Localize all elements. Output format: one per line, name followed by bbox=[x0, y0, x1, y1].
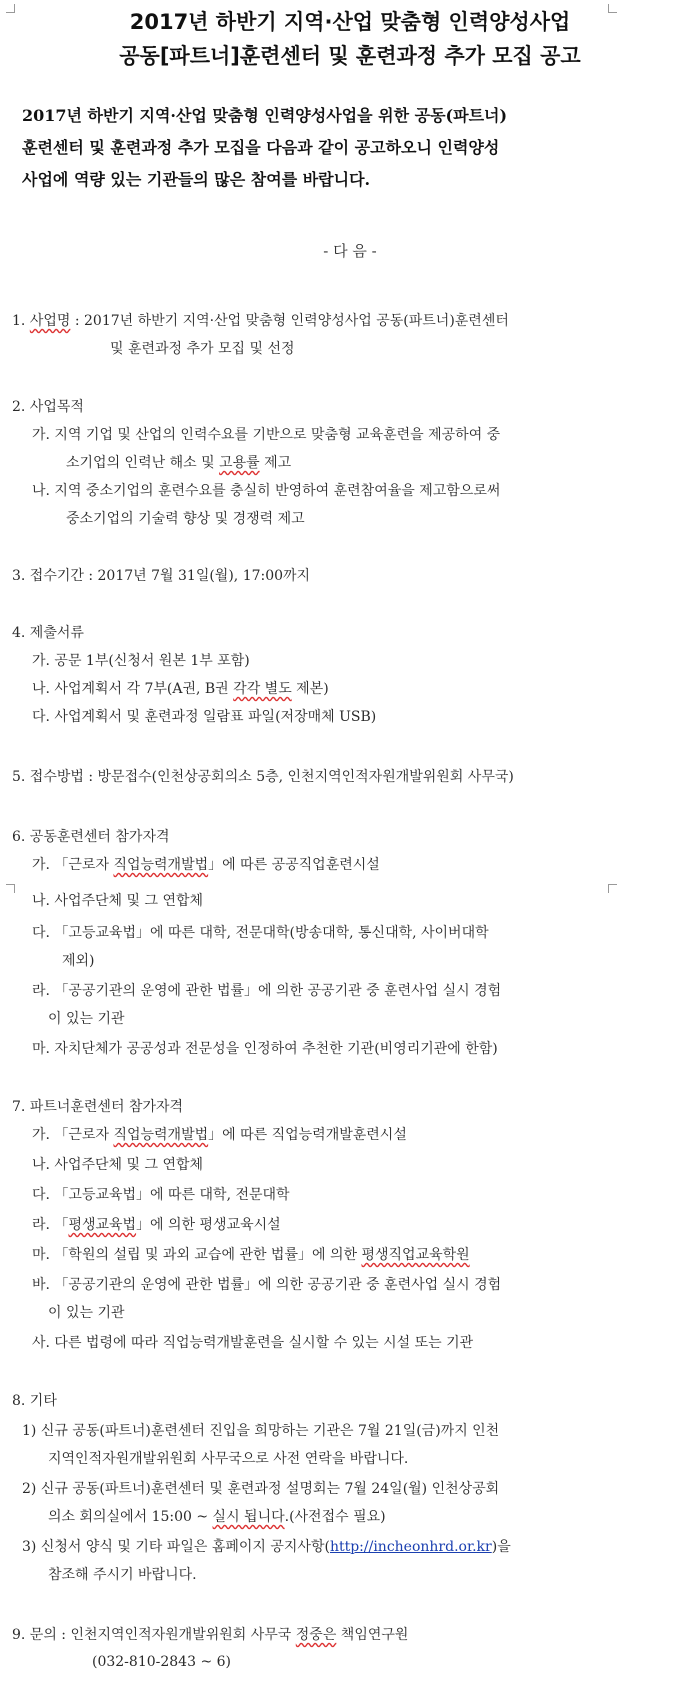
section-9-line bbox=[12, 1624, 408, 1644]
section-1-number: 1. bbox=[12, 313, 30, 329]
section-8-item-1-cont: 지역인적자원개발위원회 사무국으로 사전 연락을 바랍니다. bbox=[48, 1451, 409, 1467]
section-6-item-c-cont: 제외) bbox=[62, 953, 95, 969]
section-7-item-a-text: 가. 「근로자 bbox=[32, 1127, 114, 1143]
section-7-item-b: 나. 사업주단체 및 그 연합체 bbox=[32, 1157, 204, 1173]
section-1-label: 사업명 bbox=[29, 313, 71, 329]
section-7-item-a-term: 직업능력개발법 bbox=[113, 1127, 209, 1143]
section-7-item-e-text: 마. 「학원의 설립 및 과외 교습에 관한 법률」에 의한 bbox=[32, 1247, 362, 1263]
section-6-item-a-text: 가. 「근로자 bbox=[32, 857, 114, 873]
section-8-item-1: 1) 신규 공동(파트너)훈련센터 진입을 희망하는 기관은 7월 21일(금)까지 인천 bbox=[22, 1423, 500, 1439]
employment-rate-term: 고용률 bbox=[219, 455, 260, 471]
section-2-item-b-cont: 중소기업의 기술력 향상 및 경쟁력 제고 bbox=[66, 511, 305, 527]
section-7-heading: 7. 파트너훈련센터 참가자격 bbox=[12, 1099, 184, 1115]
section-8-item-3-text: 3) 신청서 양식 및 기타 파일은 홈페이지 공지사항( bbox=[22, 1539, 330, 1555]
section-3-line: 3. 접수기간 : 2017년 7월 31일(월), 17:00까지 bbox=[12, 568, 311, 584]
section-4-item-b-term: 각각 별도 bbox=[233, 681, 292, 697]
section-9-tail: 책임연구원 bbox=[336, 1627, 409, 1643]
section-4-item-b-tail: 제본) bbox=[291, 681, 329, 697]
section-2-item-a: 가. 지역 기업 및 산업의 인력수요를 기반으로 맞춤형 교육훈련을 제공하여 중 bbox=[32, 427, 501, 443]
section-2-item-a-text: 소기업의 인력난 해소 및 bbox=[66, 455, 220, 471]
section-2-item-a-cont bbox=[66, 452, 291, 472]
section-8-item-2-tail: .(사전접수 필요) bbox=[284, 1509, 386, 1525]
section-7-item-f-cont: 이 있는 기관 bbox=[48, 1305, 125, 1321]
section-8-item-2-term: 실시 됩니다 bbox=[212, 1509, 285, 1525]
section-7-item-d-tail: 」에 의한 평생교육시설 bbox=[136, 1217, 281, 1233]
contact-person-name: 정중은 bbox=[295, 1627, 337, 1643]
intro-line: 사업에 역량 있는 기관들의 많은 참여를 바랍니다. bbox=[22, 170, 371, 189]
section-2-item-a-tail: 제고 bbox=[259, 455, 292, 471]
corner-mark-mid-right bbox=[608, 884, 617, 893]
section-8-item-2: 2) 신규 공동(파트너)훈련센터 및 훈련과정 설명회는 7월 24일(월) 인천상공회 bbox=[22, 1481, 500, 1497]
intro-paragraph bbox=[22, 100, 672, 196]
section-7-item-d-text: 라. 「 bbox=[32, 1217, 69, 1233]
intro-line: 훈련센터 및 훈련과정 추가 모집을 다음과 같이 공고하오니 인력양성 bbox=[22, 138, 500, 157]
separator-heading: - 다 음 - bbox=[323, 242, 377, 260]
section-7-item-a-tail: 」에 따른 직업능력개발훈련시설 bbox=[208, 1127, 407, 1143]
section-8-item-2-text: 의소 회의실에서 15:00 ~ bbox=[48, 1509, 213, 1525]
section-5-line: 5. 접수방법 : 방문접수(인천상공회의소 5층, 인천지역인적자원개발위원회 사무국) bbox=[12, 769, 514, 785]
section-6-item-c: 다. 「고등교육법」에 따른 대학, 전문대학(방송대학, 통신대학, 사이버대학 bbox=[32, 925, 489, 941]
section-6-item-e: 마. 자치단체가 공공성과 전문성을 인정하여 추천한 기관(비영리기관에 한함) bbox=[32, 1041, 498, 1057]
section-4-item-b bbox=[32, 678, 329, 698]
section-6-item-a bbox=[32, 854, 380, 874]
intro-line: 2017년 하반기 지역·산업 맞춤형 인력양성사업을 위한 공동(파트너) bbox=[22, 106, 508, 125]
section-7-item-c: 다. 「고등교육법」에 따른 대학, 전문대학 bbox=[32, 1187, 290, 1203]
section-7-item-g: 사. 다른 법령에 따라 직업능력개발훈련을 실시할 수 있는 시설 또는 기관 bbox=[32, 1335, 474, 1351]
section-6-item-b: 나. 사업주단체 및 그 연합체 bbox=[32, 893, 204, 909]
section-6-heading: 6. 공동훈련센터 참가자격 bbox=[12, 829, 170, 845]
section-7-item-a bbox=[32, 1124, 407, 1144]
section-8-heading: 8. 기타 bbox=[12, 1393, 57, 1409]
section-4-item-b-text: 나. 사업계획서 각 7부(A권, B권 bbox=[32, 681, 234, 697]
section-2-item-b: 나. 지역 중소기업의 훈련수요를 충실히 반영하여 훈련참여율을 제고함으로써 bbox=[32, 483, 501, 499]
section-8-item-3-tail: )을 bbox=[491, 1539, 511, 1555]
homepage-link[interactable]: http://incheonhrd.or.kr bbox=[329, 1539, 492, 1555]
section-8-item-2-cont bbox=[48, 1506, 386, 1526]
section-4-heading: 4. 제출서류 bbox=[12, 625, 84, 641]
section-4-item-c: 다. 사업계획서 및 훈련과정 일람표 파일(저장매체 USB) bbox=[32, 709, 377, 725]
section-6-item-a-term: 직업능력개발법 bbox=[113, 857, 209, 873]
section-1-continuation: 및 훈련과정 추가 모집 및 선정 bbox=[110, 341, 295, 357]
section-9-text: 9. 문의 : 인천지역인적자원개발위원회 사무국 bbox=[12, 1627, 296, 1643]
section-7-item-f: 바. 「공공기관의 운영에 관한 법률」에 의한 공공기관 중 훈련사업 실시 경험 bbox=[32, 1277, 502, 1293]
section-2-heading: 2. 사업목적 bbox=[12, 399, 84, 415]
document-title-line1: 2017년 하반기 지역·산업 맞춤형 인력양성사업 bbox=[129, 10, 571, 34]
section-8-item-3-cont: 참조해 주시기 바랍니다. bbox=[48, 1567, 197, 1583]
section-7-item-d-term: 평생교육법 bbox=[68, 1217, 137, 1233]
section-6-item-a-tail: 」에 따른 공공직업훈련시설 bbox=[208, 857, 380, 873]
section-7-item-e bbox=[32, 1244, 470, 1264]
document-title-line2: 공동[파트너]훈련센터 및 훈련과정 추가 모집 공고 bbox=[119, 44, 581, 68]
section-6-item-d: 라. 「공공기관의 운영에 관한 법률」에 의한 공공기관 중 훈련사업 실시 경험 bbox=[32, 983, 502, 999]
section-7-item-e-term: 평생직업교육학원 bbox=[361, 1247, 470, 1263]
section-4-item-a: 가. 공문 1부(신청서 원본 1부 포함) bbox=[32, 653, 250, 669]
corner-mark-mid-left bbox=[6, 884, 15, 893]
section-6-item-d-cont: 이 있는 기관 bbox=[48, 1011, 125, 1027]
section-7-item-d bbox=[32, 1214, 281, 1234]
section-8-item-3 bbox=[22, 1536, 511, 1556]
contact-phone: (032-810-2843 ~ 6) bbox=[92, 1654, 231, 1670]
section-1-line bbox=[12, 310, 509, 330]
section-1-text: : 2017년 하반기 지역·산업 맞춤형 인력양성사업 공동(파트너)훈련센터 bbox=[70, 313, 509, 329]
